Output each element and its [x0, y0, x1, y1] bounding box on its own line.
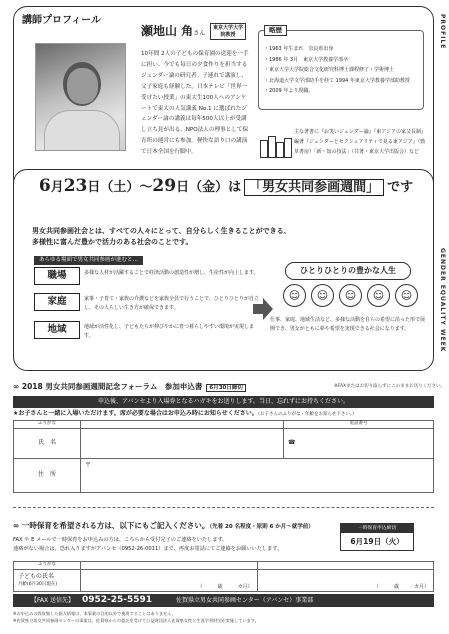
child-age-input-2[interactable]: （ 歳 カ月）	[257, 570, 434, 592]
form-title-text: 2018 男女共同参画週間記念フォーラム 参加申込書	[21, 382, 203, 391]
footer-notes	[13, 611, 434, 624]
books-icon	[260, 136, 290, 158]
domain-desc-home: 家事・子育て・家族の介護などを家族全員で行うことで、ひとりひとりが自立し、その人らしい生き方が確保できます。	[84, 296, 259, 311]
organizer: 佐賀県立男女共同参画センター（アバンセ）事業部	[175, 597, 314, 604]
domain-label-home: 家庭	[34, 293, 80, 311]
name-label: 氏 名	[14, 429, 81, 459]
child-entry-note	[13, 410, 357, 418]
fax-label: 【FAX 送信先】	[31, 597, 75, 604]
week-title-m: 月	[50, 180, 64, 195]
child-name-label-2: 月齢(6月30日現在)	[18, 581, 58, 587]
aim-tab: あらゆる場面で男女共同参画が進むと…	[34, 256, 143, 265]
glasses-icon: ∞	[13, 521, 22, 530]
happy-life-text: 仕事、家庭、地域生活など、多様な活動を自らの希望に沿った形で展開でき、男女がともに夢や希望を実現できる社会になります。	[270, 317, 426, 332]
week-title-d1: 日（土）〜	[87, 180, 153, 195]
childcare-deadline-key: 一時保育申込締切	[341, 524, 413, 533]
application-form-table	[13, 420, 434, 493]
works-text: 主な著書に『お笑いジェンダー論』『東アジアの家父長制』編著『ジェンダーとセクシュアリティで見る東アジア』（勁草書房）「新・知の技法」（共著・東京大学出版会）など	[294, 129, 427, 155]
history-item: ・北海道大学文学部助手を経て 1994 年東京大学教養学部助教授	[264, 77, 410, 84]
arrow-right-icon	[253, 298, 271, 320]
history-item: ・1986 年 3月 東京大学教養学部卒	[264, 56, 349, 63]
child-furigana-input-1[interactable]	[81, 562, 258, 570]
footer-note: ※お申込みの際収集した個人情報は、本事業の目的以外で使用することはありません。	[13, 611, 176, 616]
furigana-label: ふりがな	[14, 421, 81, 429]
glasses-icon: ∞	[13, 382, 22, 391]
childcare-table	[13, 561, 434, 592]
lecturer-name-text: 瀬地山 角	[141, 24, 194, 38]
lecturer-photo	[35, 43, 126, 151]
profile-heading: 講師プロフィール	[22, 15, 101, 26]
history-list	[264, 44, 422, 97]
lecturer-name	[141, 23, 205, 39]
postal-mark: 〒	[85, 462, 92, 469]
domain-label-community: 地域	[34, 321, 80, 339]
form-title	[13, 382, 246, 392]
phone-label: 電話番号	[284, 421, 434, 429]
address-label: 住 所	[14, 459, 81, 493]
week-title-month: 6	[38, 176, 51, 196]
child-name-label	[14, 570, 81, 592]
child-entry-note-sub: （お子さんのふりがな・年齢をお知らせ下さい。）	[257, 412, 357, 417]
profile-side-label: PROFILE	[439, 14, 446, 50]
history-item: ・1963 年生まれ 奈良県出身	[264, 46, 334, 52]
phone-icon: ☎	[288, 439, 296, 447]
week-title-day1: 23	[63, 176, 88, 196]
child-furigana-input-2[interactable]	[257, 562, 434, 570]
smiley-faces	[277, 284, 427, 314]
affiliation-badge: 東京大学大学院教授	[210, 23, 246, 40]
childcare-title-text: 一時保育を希望される方は、以下にもご記入ください。	[21, 521, 210, 530]
phone-input[interactable]	[284, 429, 434, 459]
child-entry-note-main: ★お子さんと一緒に入場いただけます。席が必要な場合はお申込み時にお知らせください。	[13, 410, 258, 417]
child-age-input-1[interactable]: （ 歳 カ月）	[81, 570, 258, 592]
lecturer-bio: 10年間 2人の子どもの保育園の送迎を一手に担い、今でも毎日の夕食作りを担当するジェンダー論の研究者。子連れで講演し、父子家庭も経験した。日本テレビ「世界一受けたい授業」の東大生100人へのアンケートで東大の人気講義 No.1 に選ばれたジェンダー論の講義は毎年500人以上が受講し立ち見が出る。NPO法人の理事として保育所の運営にも参加。軽快な語り口の講演で日本全国を行脚中。	[141, 51, 249, 156]
child-name-label-1: 子どもの氏名	[18, 573, 55, 581]
fax-note: ※FAXまたはお切り取らずにこのままお送りください。	[334, 384, 446, 389]
happy-life-label: ひとりひとりの豊かな人生	[285, 262, 411, 280]
smiley-icon: ☺	[339, 284, 362, 307]
history-title: 略歴	[264, 25, 287, 36]
childcare-note	[13, 536, 333, 555]
history-item: ・東京大学大学院総合文化研究科博士課程修了・学術博士	[264, 67, 395, 73]
week-title	[26, 175, 426, 198]
week-intro	[32, 226, 432, 248]
childcare-deadline-value: 6月19日（火）	[350, 537, 404, 546]
child-furigana-label: ふりがな	[14, 562, 81, 570]
childcare-deadline-box	[340, 523, 414, 551]
form-deadline: 6月30日締切	[206, 384, 245, 392]
history-item: ・2009 年より現職。	[264, 88, 314, 94]
week-title-end: です	[387, 180, 414, 195]
cut-line	[13, 507, 434, 508]
childcare-title-sub: （先着 20 名程度・原則 6 か月〜就学前）	[209, 524, 314, 530]
week-title-d2: 日（金）は	[176, 180, 242, 195]
fax-footer-bar	[13, 594, 434, 607]
week-title-day2: 29	[152, 176, 177, 196]
week-intro-line: 多様性に富んだ豊かで活力のある社会のことです。	[32, 237, 193, 246]
domain-label-workplace: 職場	[34, 267, 80, 285]
footer-note: ※佐賀県立男女共同参画センターの事業は、佐賀県からの委託を受けて公益財団法人佐賀県女性と生涯学習財団が実施しています。	[13, 617, 259, 623]
lecturer-name-suffix: さん	[193, 30, 206, 37]
name-input[interactable]	[81, 429, 284, 459]
week-title-name: 「男女共同参画週間」	[244, 179, 384, 196]
smiley-icon: ☺	[395, 284, 418, 307]
domain-desc-workplace: 多様な人材が活躍することで経済活動の創造性が増し、生産性が向上します。	[84, 270, 259, 276]
address-input[interactable]	[81, 459, 434, 493]
furigana-input[interactable]	[81, 421, 284, 429]
week-side-label: GENDER EQUALITY WEEK	[439, 248, 446, 353]
smiley-icon: ☺	[367, 284, 390, 307]
domain-desc-community: 地域が活性化し、子どもたちが伸びやかに育つ暮らしやすい環境が実現します。	[84, 324, 255, 339]
smiley-icon: ☺	[283, 284, 306, 307]
childcare-note-line: 連絡がない場合は、恐れ入りますがアバンセ（0952-26-0011）まで、再度お電話にてご連絡をお願いいたします。	[13, 546, 283, 553]
childcare-title	[13, 521, 314, 531]
fax-number: 0952-25-5591	[81, 595, 153, 605]
childcare-note-line: FAX や E メールで一時保育をお申込みの方は、こちらから受付完了のご連絡をいたします。	[13, 537, 228, 543]
notice-bar: 申込後、アバンセより入場券となるハガキをお送りします。当日、忘れずにお持ちください。	[13, 396, 434, 408]
smiley-icon: ☺	[311, 284, 334, 307]
week-intro-line: 男女共同参画社会とは、すべての人々にとって、自分らしく生きることができる、	[32, 227, 291, 235]
